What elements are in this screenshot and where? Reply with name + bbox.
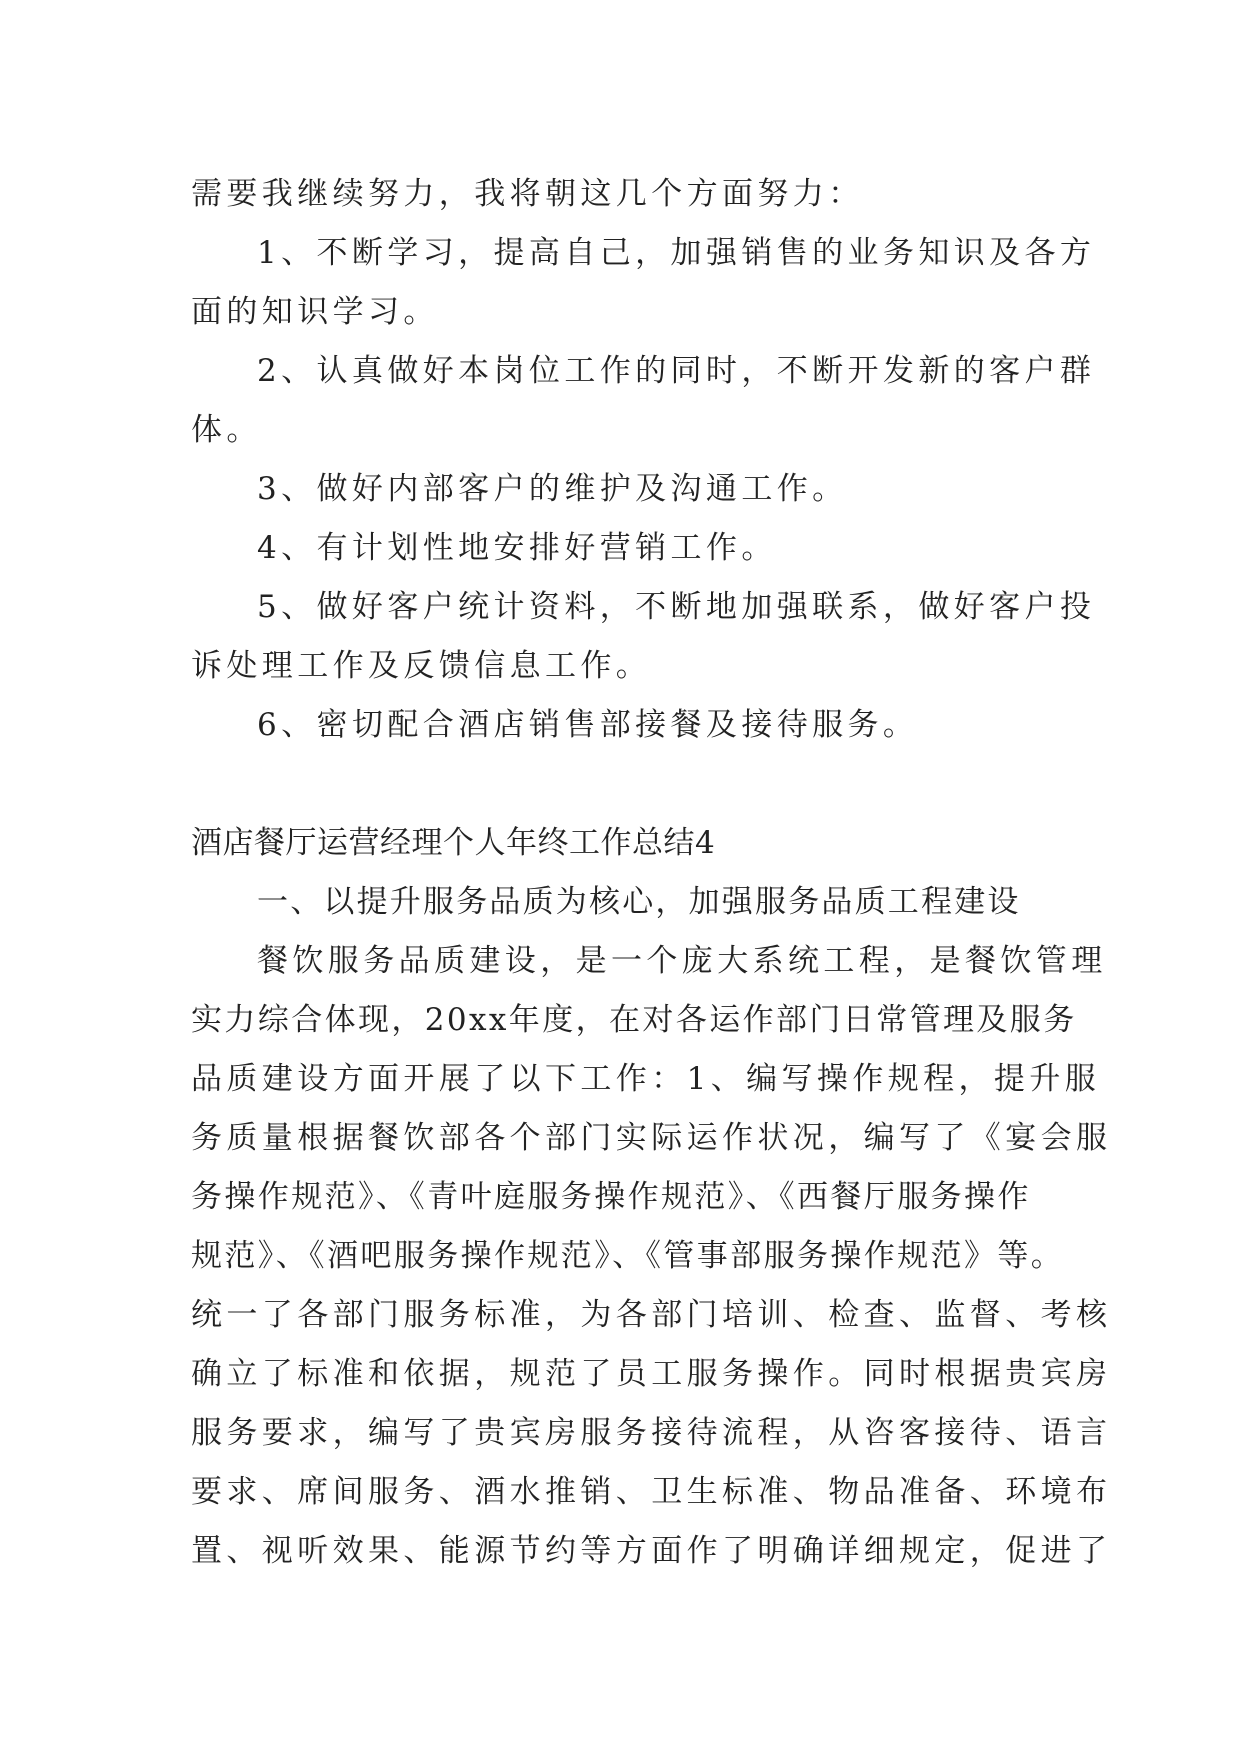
section-subheading: 一、以提升服务品质为核心，加强服务品质工程建设 [257,884,1021,920]
paragraph-line: 餐饮服务品质建设，是一个庞大系统工程，是餐饮管理 [257,943,1107,979]
list-item-2-cont: 体。 [191,412,262,448]
list-item-1-cont: 面的知识学习。 [191,294,439,330]
continuation-line: 需要我继续努力，我将朝这几个方面努力： [191,176,864,212]
section-title: 酒店餐厅运营经理个人年终工作总结4 [191,825,716,861]
list-item-6: 6、密切配合酒店销售部接餐及接待服务。 [257,707,919,743]
paragraph-line: 品质建设方面开展了以下工作：1、编写操作规程，提升服 [191,1061,1101,1097]
paragraph-line: 确立了标准和依据，规范了员工服务操作。同时根据贵宾房 [191,1356,1112,1392]
document-body [191,165,1112,1581]
paragraph-line: 服务要求，编写了贵宾房服务接待流程，从咨客接待、语言 [191,1415,1112,1451]
paragraph-line: 实力综合体现，20xx年度，在对各运作部门日常管理及服务 [191,1002,1077,1038]
list-item-1: 1、不断学习，提高自己，加强销售的业务知识及各方 [257,235,1096,271]
list-item-5: 5、做好客户统计资料，不断地加强联系，做好客户投 [257,589,1096,625]
list-item-3: 3、做好内部客户的维护及沟通工作。 [257,471,848,507]
list-item-4: 4、有计划性地安排好营销工作。 [257,530,777,566]
paragraph-line: 要求、席间服务、酒水推销、卫生标准、物品准备、环境布 [191,1474,1112,1510]
paragraph-line: 务质量根据餐饮部各个部门实际运作状况，编写了《宴会服 [191,1120,1112,1156]
section-gap [191,755,1071,814]
paragraph-line: 置、视听效果、能源节约等方面作了明确详细规定，促进了 [191,1533,1112,1569]
paragraph-line: 务操作规范》、《青叶庭服务操作规范》、《西餐厅服务操作 [191,1179,1031,1215]
list-item-5-cont: 诉处理工作及反馈信息工作。 [191,648,652,684]
list-item-2: 2、认真做好本岗位工作的同时，不断开发新的客户群 [257,353,1096,389]
paragraph-line: 规范》、《酒吧服务操作规范》、《管事部服务操作规范》等。 [191,1238,1065,1274]
paragraph-line: 统一了各部门服务标准，为各部门培训、检查、监督、考核 [191,1297,1112,1333]
